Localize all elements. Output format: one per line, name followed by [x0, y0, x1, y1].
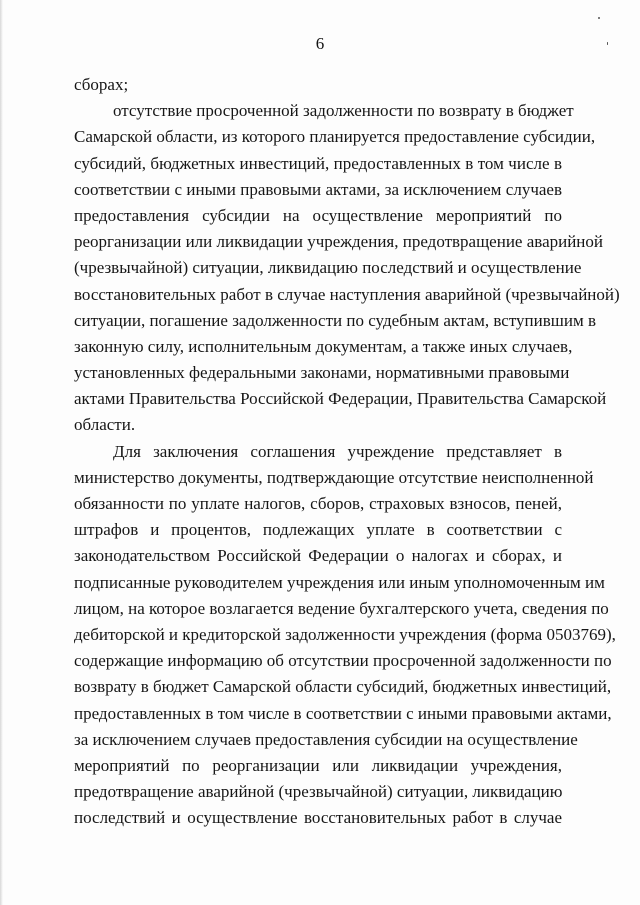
- text-line: восстановительных работ в случае наступления аварийной (чрезвычайной): [74, 284, 620, 304]
- scan-speck: [598, 17, 600, 19]
- text-line: субсидий, бюджетных инвестиций, предоставленных в том числе в: [74, 153, 562, 173]
- text-line: Для заключения соглашения учреждение представляет в: [113, 441, 562, 461]
- page-number: 6: [315, 34, 325, 53]
- text-line: дебиторской и кредиторской задолженности учреждения (форма 0503769),: [74, 624, 616, 644]
- text-line: отсутствие просроченной задолженности по возврату в бюджет: [113, 101, 574, 121]
- text-line: актами Правительства Российской Федерации, Правительства Самарской: [74, 389, 607, 409]
- text-line: лицом, на которое возлагается ведение бухгалтерского учета, сведения по: [74, 598, 609, 618]
- text-line: подписанные руководителем учреждения или иным уполномоченным им: [74, 572, 605, 592]
- text-line: области.: [74, 415, 136, 435]
- body-text: [74, 72, 620, 831]
- text-line: обязанности по уплате налогов, сборов, страховых взносов, пеней,: [74, 494, 562, 513]
- text-line: законодательством Российской Федерации о налогах и сборах, и: [74, 546, 562, 566]
- text-line: Самарской области, из которого планируется предоставление субсидии,: [74, 127, 596, 147]
- text-line: сборах;: [74, 75, 129, 94]
- text-line: возврату в бюджет Самарской области субсидий, бюджетных инвестиций,: [74, 677, 612, 697]
- text-line: законную силу, исполнительным документам, а также иных случаев,: [74, 336, 573, 356]
- text-line: содержащие информацию об отсутствии просроченной задолженности по: [74, 651, 612, 671]
- text-line: предоставления субсидии на осуществление мероприятий по: [74, 205, 562, 225]
- text-line: (чрезвычайной) ситуации, ликвидацию последствий и осуществление: [74, 258, 582, 278]
- text-line: мероприятий по реорганизации или ликвидации учреждения,: [74, 755, 562, 775]
- scan-edge-shadow: [0, 0, 3, 905]
- text-line: предоставленных в том числе в соответствии с иными правовыми актами,: [74, 703, 612, 723]
- text-line: установленных федеральными законами, нормативными правовыми: [74, 363, 570, 383]
- text-line: реорганизации или ликвидации учреждения, предотвращение аварийной: [74, 232, 604, 252]
- text-line: предотвращение аварийной (чрезвычайной) ситуации, ликвидацию: [74, 782, 563, 802]
- text-line: штрафов и процентов, подлежащих уплате в соответствии с: [74, 520, 562, 540]
- text-line: соответствии с иными правовыми актами, за исключением случаев: [74, 179, 562, 199]
- text-line: за исключением случаев предоставления субсидии на осуществление: [74, 729, 578, 749]
- text-line: последствий и осуществление восстановительных работ в случае: [74, 808, 562, 828]
- text-line: ситуации, погашение задолженности по судебным актам, вступившим в: [74, 310, 596, 330]
- text-line: министерство документы, подтверждающие отсутствие неисполненной: [74, 467, 594, 487]
